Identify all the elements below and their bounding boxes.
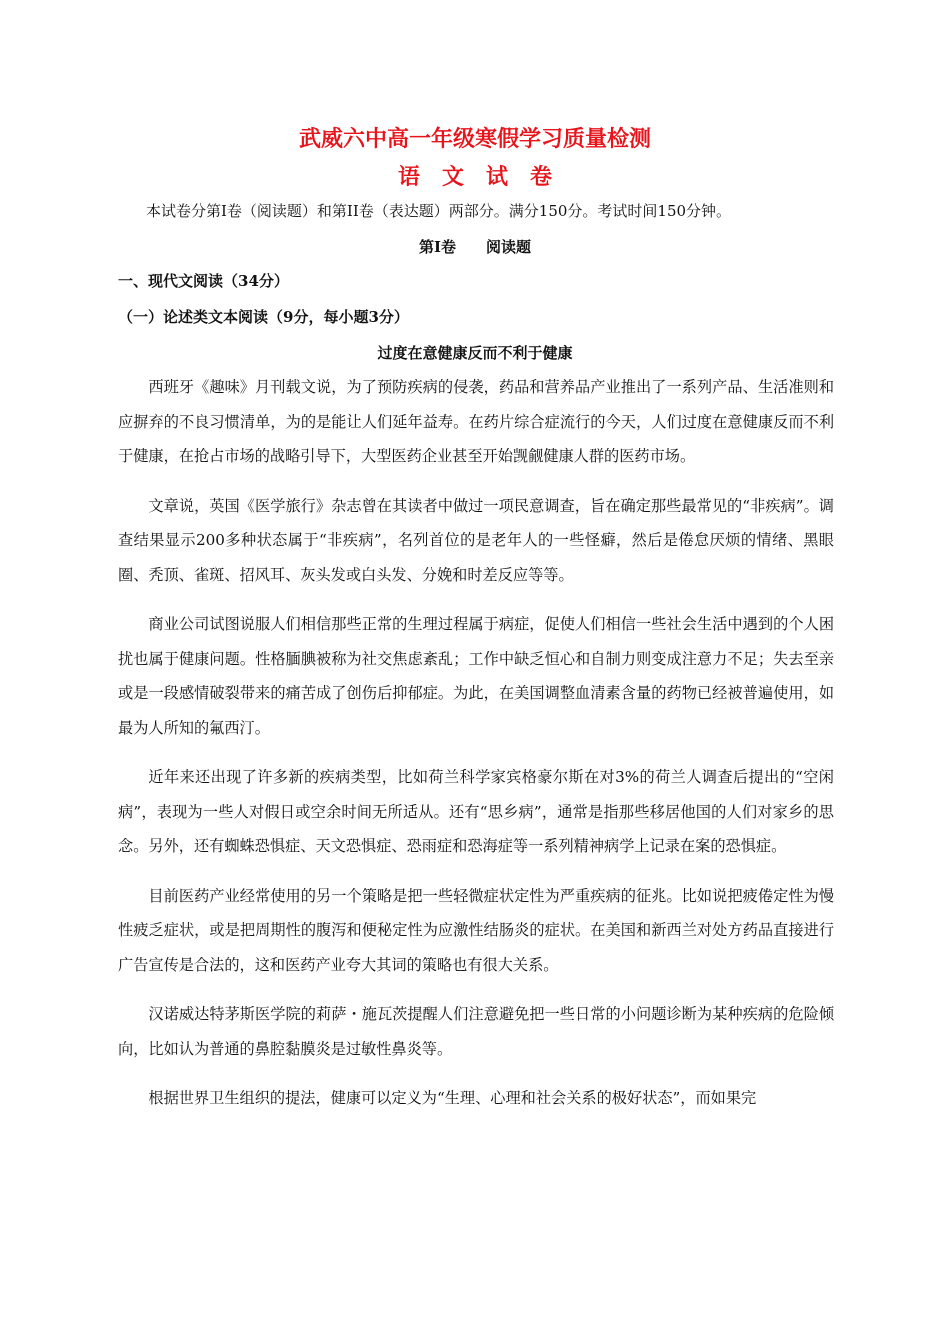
- article-paragraph: 汉诺威达特茅斯医学院的莉萨・施瓦茨提醒人们注意避免把一些日常的小问题诊断为某种疾病的危险倾向，比如认为普通的鼻腔黏膜炎是过敏性鼻炎等。: [118, 1005, 834, 1058]
- section-heading-modern-reading: 一、现代文阅读（34分）: [118, 272, 289, 290]
- article-paragraph: 文章说，英国《医学旅行》杂志曾在其读者中做过一项民意调查，旨在确定那些最常见的“非疾病”。调查结果显示200多种状态属于“非疾病”，名列首位的是老年人的一些怪癖，然后是倦怠厌烦的情绪、黑眼圈、秃顶、雀斑、招风耳、灰头发或白头发、分娩和时差反应等等。: [118, 496, 834, 584]
- article-paragraph: 西班牙《趣味》月刊载文说，为了预防疾病的侵袭，药品和营养品产业推出了一系列产品、生活准则和应摒弃的不良习惯清单，为的是能让人们延年益寿。在药片综合症流行的今天，人们过度在意健康反而不利于健康，在抢占市场的战略引导下，大型医药企业甚至开始觊觎健康人群的医药市场。: [118, 378, 834, 465]
- school-exam-title: 武威六中高一年级寒假学习质量检测: [298, 126, 651, 152]
- exam-intro: 本试卷分第Ⅰ卷（阅读题）和第II卷（表达题）两部分。满分150分。考试时间150分钟。: [146, 202, 732, 220]
- article-paragraph: 目前医药产业经常使用的另一个策略是把一些轻微症状定性为严重疾病的征兆。比如说把疲倦定性为慢性疲乏症状，或是把周期性的腹泻和便秘定性为应激性结肠炎的症状。在美国和新西兰对处方药品直接进行广告宣传是合法的，这和医药产业夸大其词的策略也有很大关系。: [118, 886, 834, 974]
- article-body: [118, 370, 834, 1131]
- part-one-title: 第Ⅰ卷 阅读题: [418, 238, 532, 256]
- article-paragraph: 近年来还出现了许多新的疾病类型，比如荷兰科学家宾格豪尔斯在对3%的荷兰人调查后提出的“空闲病”，表现为一些人对假日或空余时间无所适从。还有“思乡病”，通常是指那些移居他国的人们对家乡的思念。另外，还有蜘蛛恐惧症、天文恐惧症、恐雨症和恐海症等一系列精神病学上记录在案的恐惧症。: [118, 768, 834, 855]
- article-paragraph: 商业公司试图说服人们相信那些正常的生理过程属于病症，促使人们相信一些社会生活中遇到的个人困扰也属于健康问题。性格腼腆被称为社交焦虑紊乱；工作中缺乏恒心和自制力则变成注意力不足；失去至亲或是一段感情破裂带来的痛苦成了创伤后抑郁症。为此，在美国调整血清素含量的药物已经被普遍使用，如最为人所知的氟西汀。: [118, 615, 834, 737]
- article-paragraph: 根据世界卫生组织的提法，健康可以定义为“生理、心理和社会关系的极好状态”，而如果完: [148, 1089, 757, 1107]
- subject-title: 语文试卷: [397, 164, 574, 190]
- article-title: 过度在意健康反而不利于健康: [377, 344, 573, 362]
- subsection-heading-argumentative: （一）论述类文本阅读（9分，每小题3分）: [118, 308, 409, 326]
